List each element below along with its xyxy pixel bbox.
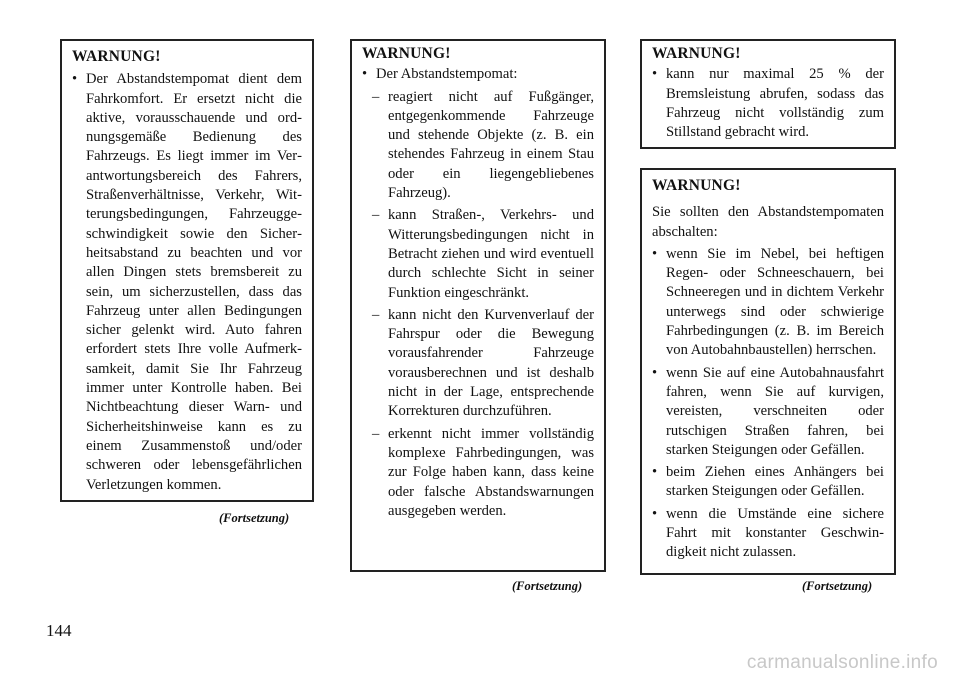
warning-list [652, 65, 884, 142]
list-item: • Der Abstandstempomat dient dem Fahrkomfort. Er ersetzt nicht die aktive, vorausschauende und ordnungsgemäße Bedienung des Fahrzeugs. Es liegt immer im Verantwortungsbereich des Fahrers, Straßenverhältnisse, Verkehr, Witterungsbedingungen, Fahrzeuggeschwindigkeit sowie den Sicherheitsabstand zu beachten und vor allen Dingen stets bremsbereit zu sein, um sicherzustellen, dass das Fahrzeug unter allen Bedingungen sicher gelenkt wird. Auto fahren erfordert stets Ihre volle Aufmerksamkeit, damit Sie Ihr Fahrzeug immer unter Kontrolle haben. Bei Nichtbeachtung dieser Warn- und Sicherheitshinweise kann es zu einem Zusammenstoß und/oder schweren oder lebensgefährlichen Verletzungen kommen. [72, 70, 302, 495]
warning-title: WARNUNG! [652, 177, 741, 194]
list-item: – erkennt nicht immer vollständig komplexe Fahrbedingungen, was zur Folge haben kann, dass keine oder falsche Abstandswarnungen ausgegeben werden. [372, 425, 594, 521]
watermark: carmanualsonline.info [746, 652, 938, 673]
warning-box-3 [640, 39, 896, 149]
list-item: – kann nicht den Kurvenverlauf der Fahrspur oder die Bewegung vorausfahrender Fahrzeuge vorausberechnen und ist deshalb nicht in der Lage, entsprechende Korrekturen durchzuführen. [372, 306, 594, 422]
list-item: • kann nur maximal 25 % der Bremsleistung abrufen, sodass das Fahrzeug nicht vollständig zum Stillstand gebracht wird. [652, 65, 884, 142]
list-item: • wenn die Umstände eine sichere Fahrt mit konstanter Geschwindigkeit nicht zulassen. [652, 505, 884, 563]
dash-list [362, 88, 594, 522]
continued-label: (Fortsetzung) [512, 579, 583, 593]
list-item: • wenn Sie auf eine Autobahnausfahrt fahren, wenn Sie auf kurvigen, vereisten, verschneiten oder rutschigen Straßen fahren, bei starken Steigungen oder Gefällen. [652, 364, 884, 460]
list-item: • Der Abstandstempomat: [362, 65, 594, 84]
warning-box-4 [640, 168, 896, 575]
warning-title: WARNUNG! [72, 48, 161, 65]
warning-list [652, 245, 884, 563]
warning-list [72, 70, 302, 495]
list-item: • wenn Sie im Nebel, bei heftigen Regen- oder Schneeschauern, bei Schneeregen und in dichtem Verkehr unterwegs sind oder schwierige Fahrbedingungen (z. B. im Bereich von Autobahnbaustellen) herrschen. [652, 245, 884, 361]
list-item: – kann Straßen-, Verkehrs- und Witterungsbedingungen nicht in Betracht ziehen und wird eventuell durch schlechte Sicht in seiner Funktion eingeschränkt. [372, 206, 594, 302]
continued-label: (Fortsetzung) [219, 511, 290, 525]
continued-label: (Fortsetzung) [802, 579, 873, 593]
warning-intro: Sie sollten den Abstandstempomaten abschalten: [652, 204, 884, 240]
list-item: • beim Ziehen eines Anhängers bei starken Steigungen oder Gefällen. [652, 463, 884, 502]
page-number: 144 [46, 621, 72, 640]
warning-box-2 [350, 39, 606, 572]
warning-title: WARNUNG! [362, 45, 451, 62]
warning-title: WARNUNG! [652, 45, 741, 62]
warning-box-1 [60, 39, 314, 502]
warning-list [362, 65, 594, 84]
list-item: – reagiert nicht auf Fußgänger, entgegenkommende Fahrzeuge und stehende Objekte (z. B. ein stehendes Fahrzeug in einem Stau oder ein liegengebliebenes Fahrzeug). [372, 88, 594, 204]
